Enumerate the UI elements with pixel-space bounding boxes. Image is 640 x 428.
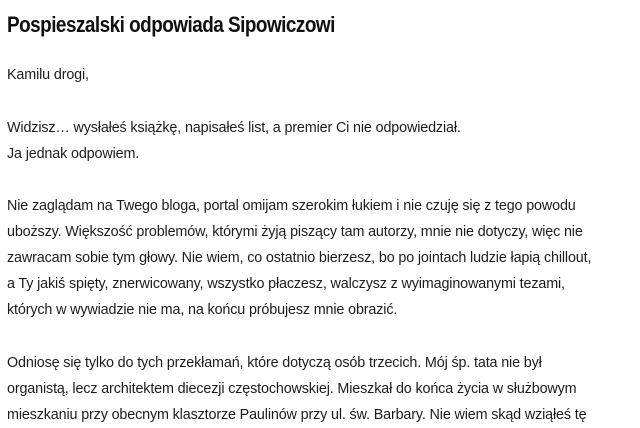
paragraph-line: organistą, lecz architektem diecezji częstochowskiej. Mieszkał do końca życia w służbowym	[7, 381, 577, 397]
paragraph-line: Nie zaglądam na Twego bloga, portal omijam szerokim łukiem i nie czuję się z tego powodu	[7, 198, 576, 214]
paragraph-line: Widzisz… wysłałeś książkę, napisałeś list, a premier Ci nie odpowiedział.	[7, 120, 461, 136]
paragraph-line: mieszkaniu przy obecnym klasztorze Paulinów przy ul. św. Barbary. Nie wiem skąd wziąłeś tę	[7, 407, 587, 423]
paragraph-line: Odniosę się tylko do tych przekłamań, które dotyczą osób trzecich. Mój śp. tata nie był	[7, 355, 542, 371]
article-title: Pospieszalski odpowiada Sipowiczowi	[7, 12, 335, 37]
paragraph-3	[7, 350, 639, 428]
paragraph-line: których w wywiadzie nie ma, na końcu próbujesz mnie obrazić.	[7, 302, 398, 318]
greeting-line: Kamilu drogi,	[7, 67, 89, 83]
paragraph-line: Ja jednak odpowiem.	[7, 146, 140, 162]
paragraph-line: zawracam sobie tym głowy. Nie wiem, co ostatnio bierzesz, bo po jointach ludzie łapią chillout,	[7, 250, 592, 266]
paragraph-1	[7, 115, 639, 167]
greeting	[7, 62, 639, 88]
paragraph-2	[7, 193, 639, 323]
paragraph-line: uboższy. Większość problemów, którymi żyją piszący tam autorzy, mnie nie dotyczy, więc nie	[7, 224, 583, 240]
paragraph-line: a Ty jakiś spięty, znerwicowany, wszystko płaczesz, walczysz z wyimaginowanymi tezami,	[7, 276, 565, 292]
